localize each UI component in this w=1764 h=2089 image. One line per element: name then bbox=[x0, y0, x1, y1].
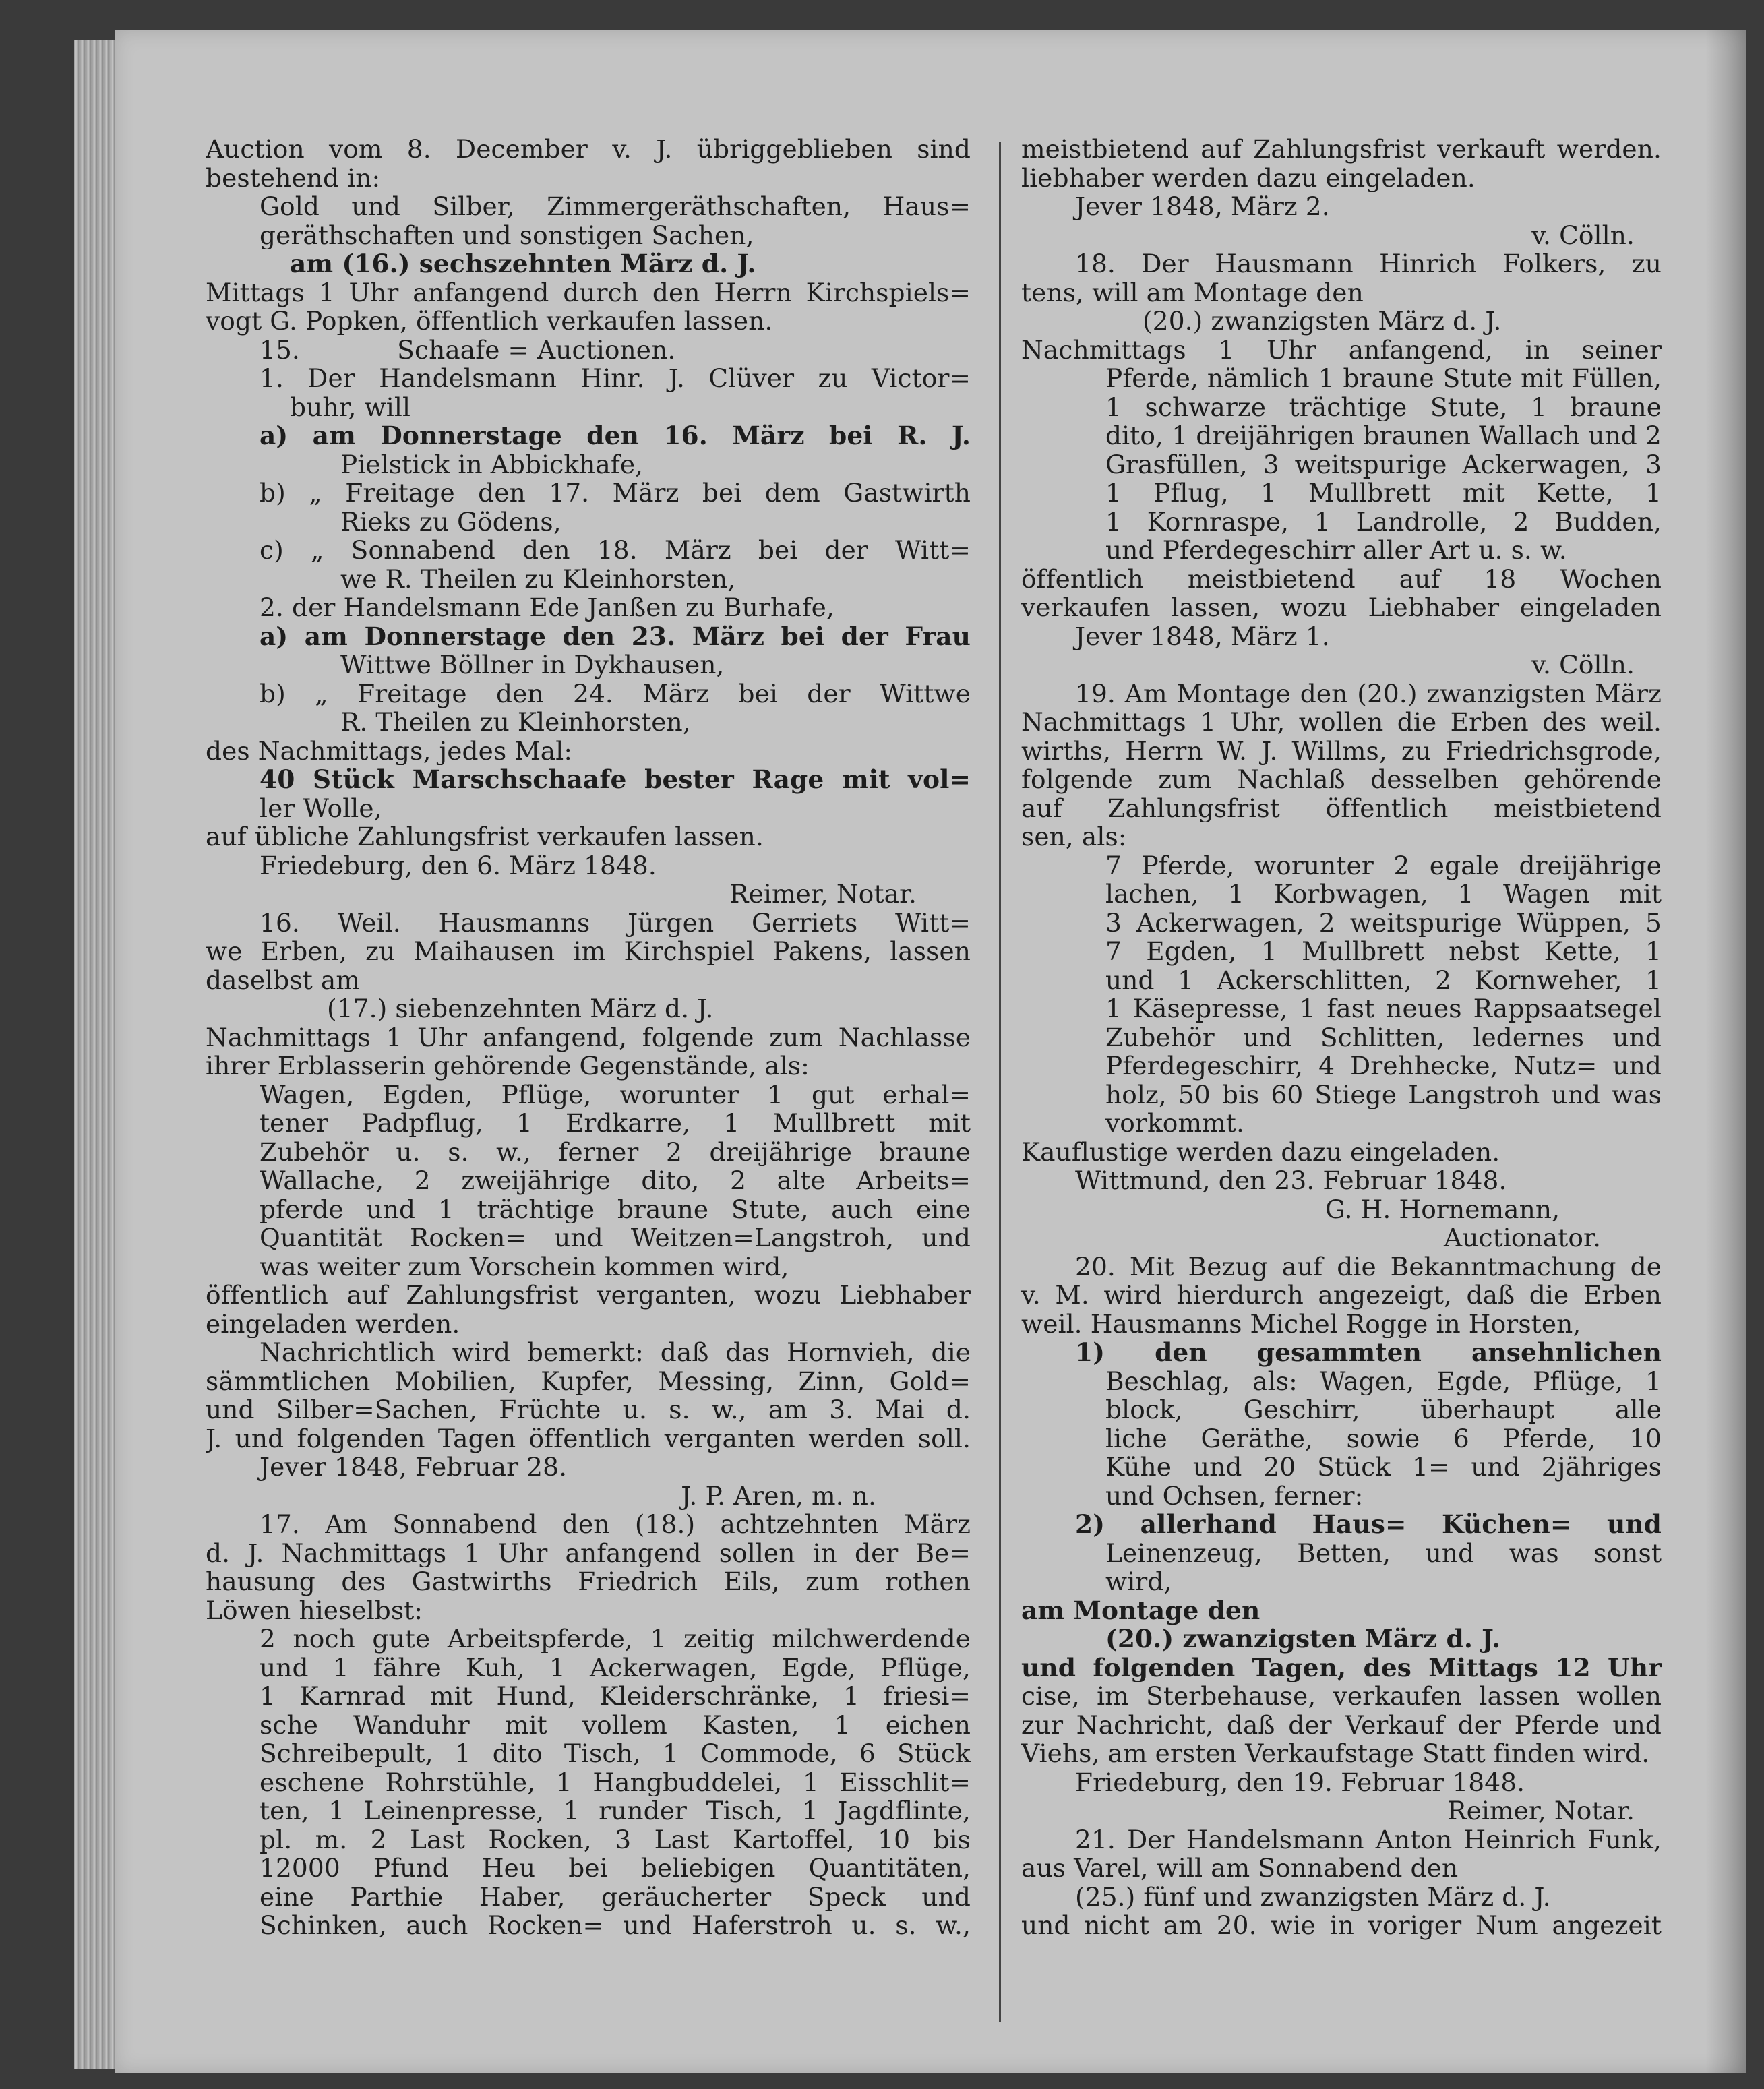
text-line: Grasfüllen, 3 weitspurige Ackerwagen, 3 bbox=[1105, 450, 1662, 479]
text-line: 1 Kornraspe, 1 Landrolle, 2 Budden, bbox=[1105, 507, 1662, 536]
text-line: Pferde, nämlich 1 braune Stute mit Füllen, bbox=[1105, 364, 1662, 393]
text-line: 1 Karnrad mit Hund, Kleiderschränke, 1 friesi= bbox=[260, 1682, 971, 1711]
text-line: auf Zahlungsfrist öffentlich meistbietend bbox=[1021, 793, 1662, 822]
text-line: J. und folgenden Tagen öffentlich verganten werden soll. bbox=[206, 1424, 971, 1453]
text-line: öffentlich meistbietend auf 18 Wochen bbox=[1021, 564, 1662, 593]
text-line: Wittmund, den 23. Februar 1848. bbox=[1075, 1166, 1507, 1195]
text-line: R. Theilen zu Kleinhorsten, bbox=[340, 708, 691, 737]
text-line: 20. Mit Bezug auf die Bekanntmachung de bbox=[1075, 1252, 1662, 1281]
text-line: b) „ Freitage den 24. März bei der Wittwe bbox=[260, 679, 971, 708]
text-line: bestehend in: bbox=[206, 163, 381, 192]
section-heading: 15. Schaafe = Auctionen. bbox=[260, 335, 676, 364]
text-line: pferde und 1 trächtige braune Stute, auch eine bbox=[260, 1194, 971, 1223]
text-line: liche Geräthe, sowie 6 Pferde, 10 bbox=[1105, 1424, 1662, 1453]
text-line: Kühe und 20 Stück 1= und 2jähriges bbox=[1105, 1453, 1662, 1482]
text-line: Viehs, am ersten Verkaufstage Statt finden wird. bbox=[1021, 1739, 1650, 1768]
signature: v. Cölln. bbox=[1531, 650, 1635, 679]
text-line: holz, 50 bis 60 Stiege Langstroh und was bbox=[1105, 1080, 1662, 1109]
text-line: d. J. Nachmittags 1 Uhr anfangend sollen in der Be= bbox=[206, 1538, 971, 1567]
text-line: folgende zum Nachlaß desselben gehörende bbox=[1021, 765, 1662, 794]
text-line: 12000 Pfund Heu bei beliebigen Quantitäten, bbox=[260, 1854, 971, 1883]
text-line: b) „ Freitage den 17. März bei dem Gastwirth bbox=[260, 479, 971, 508]
text-line: 1 Käsepresse, 1 fast neues Rappsaatsegel bbox=[1105, 994, 1662, 1023]
text-line: und nicht am 20. wie in voriger Num angezeit bbox=[1021, 1911, 1662, 1940]
text-line: eschene Rohrstühle, 1 Hangbuddelei, 1 Eisschlit= bbox=[260, 1767, 971, 1796]
text-line: was weiter zum Vorschein kommen wird, bbox=[260, 1252, 789, 1281]
text-line: eingeladen werden. bbox=[206, 1309, 460, 1338]
text-line: 1. Der Handelsmann Hinr. J. Clüver zu Victor= bbox=[260, 364, 971, 393]
text-line: des Nachmittags, jedes Mal: bbox=[206, 736, 573, 765]
text-line: Rieks zu Gödens, bbox=[340, 507, 561, 536]
right-column bbox=[1021, 135, 1662, 1940]
text-line: 7 Egden, 1 Mullbrett nebst Kette, 1 bbox=[1105, 937, 1662, 966]
text-line: 16. Weil. Hausmanns Jürgen Gerriets Witt= bbox=[260, 908, 971, 937]
text-line: Beschlag, als: Wagen, Egde, Pflüge, 1 bbox=[1105, 1366, 1662, 1395]
text-line: 40 Stück Marschschaafe bester Rage mit vol= bbox=[260, 765, 971, 794]
column-rule bbox=[999, 142, 1001, 2022]
text-line: sche Wanduhr mit vollem Kasten, 1 eichen bbox=[260, 1710, 971, 1739]
signature: v. Cölln. bbox=[1531, 220, 1635, 249]
text-line: und Pferdegeschirr aller Art u. s. w. bbox=[1105, 536, 1567, 565]
text-line: meistbietend auf Zahlungsfrist verkauft werden. bbox=[1021, 135, 1662, 164]
text-line: Auction vom 8. December v. J. übriggeblieben sind bbox=[206, 135, 971, 164]
text-line: Gold und Silber, Zimmergeräthschaften, Haus= bbox=[260, 192, 971, 221]
text-line: und Silber=Sachen, Früchte u. s. w., am 3. Mai d. bbox=[206, 1395, 971, 1424]
text-line: hausung des Gastwirths Friedrich Eils, zum rothen bbox=[206, 1567, 971, 1596]
text-line: c) „ Sonnabend den 18. März bei der Witt= bbox=[260, 536, 971, 565]
text-line: dito, 1 dreijährigen braunen Wallach und 2 bbox=[1105, 421, 1662, 450]
text-line: Pielstick in Abbickhafe, bbox=[340, 450, 644, 479]
signature: G. H. Hornemann, bbox=[1325, 1194, 1560, 1223]
text-line: 1) den gesammten ansehnlichen bbox=[1075, 1338, 1662, 1367]
auction-date-heading: (20.) zwanzigsten März d. J. bbox=[1105, 1625, 1501, 1654]
left-column bbox=[206, 135, 971, 1940]
text-line: 18. Der Hausmann Hinrich Folkers, zu bbox=[1075, 249, 1662, 278]
text-line: eine Parthie Haber, geräucherter Speck und bbox=[260, 1882, 971, 1911]
text-line: Nachmittags 1 Uhr, wollen die Erben des weil. bbox=[1021, 708, 1662, 737]
text-line: we Erben, zu Maihausen im Kirchspiel Pakens, lassen bbox=[206, 937, 971, 966]
text-line: tener Padpflug, 1 Erdkarre, 1 Mullbrett mit bbox=[260, 1109, 971, 1138]
text-line: Mittags 1 Uhr anfangend durch den Herrn Kirchspiels= bbox=[206, 278, 971, 307]
text-line: lachen, 1 Korbwagen, 1 Wagen mit bbox=[1105, 880, 1662, 909]
text-line: ler Wolle, bbox=[260, 793, 382, 822]
text-line: Nachmittags 1 Uhr anfangend, folgende zum Nachlasse bbox=[206, 1023, 971, 1052]
text-line: 19. Am Montage den (20.) zwanzigsten März bbox=[1075, 679, 1662, 708]
text-line: vogt G. Popken, öffentlich verkaufen lassen. bbox=[206, 307, 773, 336]
text-line: wirths, Herrn W. J. Willms, zu Friedrichsgrode, bbox=[1021, 736, 1662, 765]
text-line: Pferdegeschirr, 4 Drehhecke, Nutz= und bbox=[1105, 1052, 1662, 1081]
text-line: Nachmittags 1 Uhr anfangend, in seiner bbox=[1021, 335, 1662, 364]
text-line: v. M. wird hierdurch angezeigt, daß die Erben bbox=[1021, 1281, 1662, 1310]
text-line: 2. der Handelsmann Ede Janßen zu Burhafe, bbox=[260, 593, 834, 622]
text-line: Jever 1848, März 1. bbox=[1075, 622, 1330, 650]
auction-date-heading: (25.) fünf und zwanzigsten März d. J. bbox=[1075, 1882, 1551, 1911]
spine-shadow bbox=[1705, 30, 1746, 2073]
text-line: und Ochsen, ferner: bbox=[1105, 1481, 1364, 1510]
text-line: Wagen, Egden, Pflüge, worunter 1 gut erhal= bbox=[260, 1080, 971, 1109]
text-line: Wallache, 2 zweijährige dito, 2 alte Arbeits= bbox=[260, 1166, 971, 1195]
text-line: 3 Ackerwagen, 2 weitspurige Wüppen, 5 bbox=[1105, 908, 1662, 937]
text-line: aus Varel, will am Sonnabend den bbox=[1021, 1854, 1459, 1883]
text-line: 2 noch gute Arbeitspferde, 1 zeitig milchwerdende bbox=[260, 1625, 971, 1654]
text-line: und folgenden Tagen, des Mittags 12 Uhr bbox=[1021, 1653, 1662, 1682]
text-line: 21. Der Handelsmann Anton Heinrich Funk, bbox=[1075, 1825, 1662, 1854]
text-line: ten, 1 Leinenpresse, 1 runder Tisch, 1 Jagdflinte, bbox=[260, 1796, 971, 1825]
text-line: Zubehör und Schlitten, ledernes und bbox=[1105, 1023, 1662, 1052]
text-line: daselbst am bbox=[206, 965, 361, 994]
text-line: verkaufen lassen, wozu Liebhaber eingeladen bbox=[1021, 593, 1662, 622]
text-line: buhr, will bbox=[290, 392, 411, 421]
text-line: cise, im Sterbehause, verkaufen lassen wollen bbox=[1021, 1682, 1662, 1711]
auction-date-heading: (20.) zwanzigsten März d. J. bbox=[1143, 307, 1502, 336]
text-line: 1 schwarze trächtige Stute, 1 braune bbox=[1105, 392, 1662, 421]
text-line: we R. Theilen zu Kleinhorsten, bbox=[340, 564, 736, 593]
text-line: Friedeburg, den 19. Februar 1848. bbox=[1075, 1767, 1525, 1796]
signature: J. P. Aren, m. n. bbox=[681, 1481, 876, 1510]
text-line: Jever 1848, März 2. bbox=[1075, 192, 1330, 221]
text-line: Quantität Rocken= und Weitzen=Langstroh, und bbox=[260, 1223, 971, 1252]
text-line: vorkommt. bbox=[1105, 1109, 1244, 1138]
text-line: öffentlich auf Zahlungsfrist verganten, wozu Liebhaber bbox=[206, 1281, 971, 1310]
text-line: ihrer Erblasserin gehörende Gegenstände, als: bbox=[206, 1052, 810, 1081]
text-line: Schinken, auch Rocken= und Haferstroh u. s. w., bbox=[260, 1911, 971, 1940]
text-line: Jever 1848, Februar 28. bbox=[260, 1453, 568, 1482]
signature: Reimer, Notar. bbox=[1447, 1796, 1635, 1825]
text-line: und 1 Ackerschlitten, 2 Kornweher, 1 bbox=[1105, 965, 1662, 994]
text-line: wird, bbox=[1105, 1567, 1172, 1596]
text-line: Friedeburg, den 6. März 1848. bbox=[260, 851, 657, 880]
text-line: a) am Donnerstage den 23. März bei der Frau bbox=[260, 622, 971, 650]
text-line: auf übliche Zahlungsfrist verkaufen lassen. bbox=[206, 822, 764, 851]
text-line: Wittwe Böllner in Dykhausen, bbox=[340, 650, 725, 679]
text-line: a) am Donnerstage den 16. März bei R. J. bbox=[260, 421, 971, 450]
auction-date-heading: (17.) siebenzehnten März d. J. bbox=[327, 994, 714, 1023]
auction-date-heading: am (16.) sechszehnten März d. J. bbox=[290, 249, 756, 278]
text-line: 2) allerhand Haus= Küchen= und bbox=[1075, 1510, 1662, 1539]
text-line: pl. m. 2 Last Rocken, 3 Last Kartoffel, 10 bis bbox=[260, 1825, 971, 1854]
text-line: block, Geschirr, überhaupt alle bbox=[1105, 1395, 1662, 1424]
text-line: Nachrichtlich wird bemerkt: daß das Hornvieh, die bbox=[260, 1338, 971, 1367]
text-line: sen, als: bbox=[1021, 822, 1127, 851]
text-line: Zubehör u. s. w., ferner 2 dreijährige braune bbox=[260, 1137, 971, 1166]
text-line: zur Nachricht, daß der Verkauf der Pferde und bbox=[1021, 1710, 1662, 1739]
signature-title: Auctionator. bbox=[1444, 1223, 1601, 1252]
text-line: tens, will am Montage den bbox=[1021, 278, 1364, 307]
text-line: 1 Pflug, 1 Mullbrett mit Kette, 1 bbox=[1105, 479, 1662, 508]
text-line: Kauflustige werden dazu eingeladen. bbox=[1021, 1137, 1500, 1166]
text-line: Löwen hieselbst: bbox=[206, 1596, 423, 1625]
signature: Reimer, Notar. bbox=[729, 880, 917, 909]
text-line: Schreibepult, 1 dito Tisch, 1 Commode, 6 Stück bbox=[260, 1739, 971, 1768]
text-line: Leinenzeug, Betten, und was sonst bbox=[1105, 1538, 1662, 1567]
text-line: 17. Am Sonnabend den (18.) achtzehnten März bbox=[260, 1510, 971, 1539]
text-line: 7 Pferde, worunter 2 egale dreijährige bbox=[1105, 851, 1662, 880]
text-line: geräthschaften und sonstigen Sachen, bbox=[260, 220, 754, 249]
text-line: und 1 fähre Kuh, 1 Ackerwagen, Egde, Pflüge, bbox=[260, 1653, 971, 1682]
text-line: liebhaber werden dazu eingeladen. bbox=[1021, 163, 1476, 192]
text-line: am Montage den bbox=[1021, 1596, 1260, 1625]
text-line: weil. Hausmanns Michel Rogge in Horsten, bbox=[1021, 1309, 1581, 1338]
text-line: sämmtlichen Mobilien, Kupfer, Messing, Zinn, Gold= bbox=[206, 1366, 971, 1395]
